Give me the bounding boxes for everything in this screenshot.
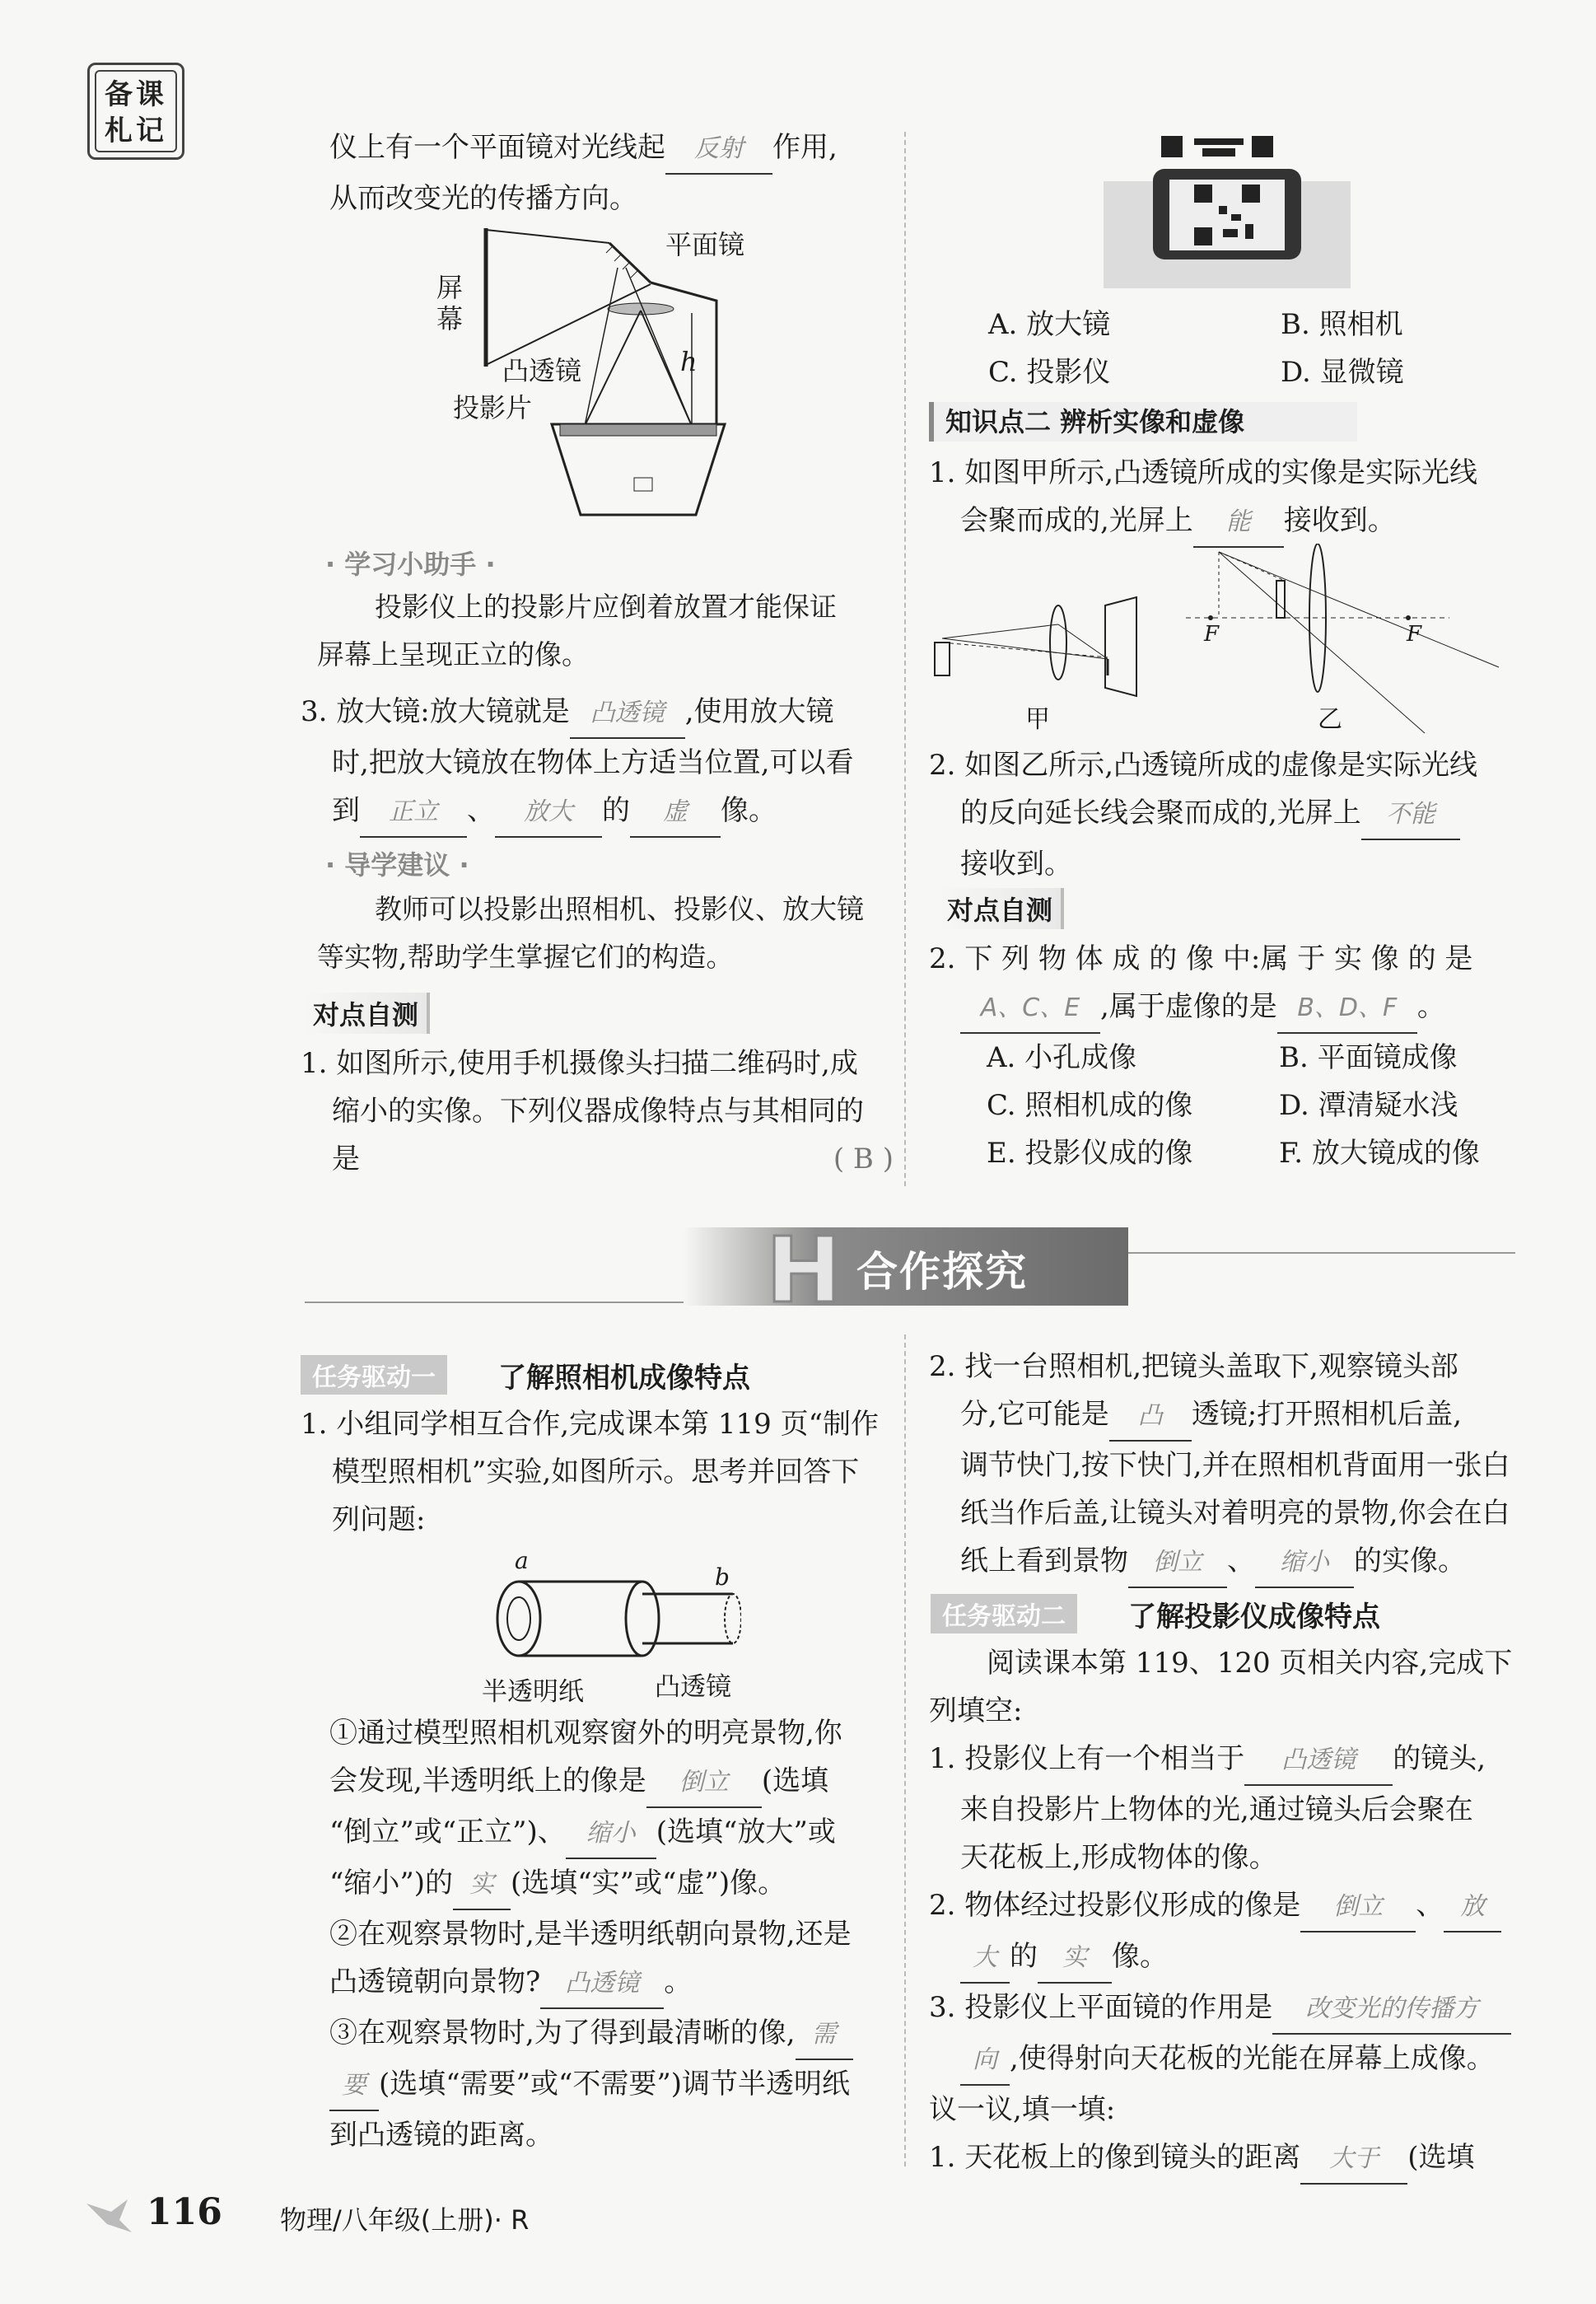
- focal-label-left: F: [1204, 622, 1220, 647]
- section-rule-right: [1128, 1252, 1515, 1254]
- answer-blank: 放: [1444, 1883, 1501, 1932]
- fig-label-a: a: [515, 1547, 529, 1574]
- helper-title: · 学习小助手 ·: [325, 549, 496, 580]
- answer-blank: 凸透镜: [570, 689, 685, 739]
- selfcheck-left-title: 对点自测: [305, 993, 430, 1034]
- answer-blank: 倒立: [1300, 1883, 1416, 1932]
- answer-blank: 虚: [630, 788, 721, 838]
- focal-label-right: F: [1407, 622, 1422, 647]
- selfcheck-right-q2: 2. 下 列 物 体 成 的 像 中:属 于 实 像 的 是 A、C、E ,属于虚像的是 B、D、F 。 A. 小孔成像 B. 平面镜成像 C. 照相机成的像 D. 潭清疑水浅 E. 投影仪成的像 F. 放大镜成的像: [929, 942, 1480, 1170]
- answer-blank: 凸: [1109, 1392, 1192, 1442]
- question-magnifier: 3. 放大镜:放大镜就是 凸透镜 ,使用放大镜 时,把放大镜放在物体上方适当位置,可以看 到 正立 、 放大 的 虚 像。: [301, 688, 902, 838]
- real-image-text: 1. 如图甲所示,凸透镜所成的实像是实际光线 会聚而成的,光屏上 能 接收到。: [929, 449, 1538, 548]
- projector-text: 仪上有一个平面镜对光线起 反射 作用, 从而改变光的传播方向。: [329, 124, 889, 222]
- figure-virtual-image: [1186, 544, 1515, 737]
- figure-label-jia: 甲: [1025, 705, 1050, 734]
- answer-blank: 需: [796, 2011, 853, 2060]
- answer-blank: 放大: [495, 788, 602, 838]
- answer-blank: 缩小: [566, 1810, 656, 1859]
- label-screen: 屏幕: [436, 272, 464, 334]
- page-number: 116: [147, 2191, 222, 2233]
- q1-options: A. 放大镜 B. 照相机 C. 投影仪 D. 显微镜: [988, 308, 1404, 389]
- task1-tag: 任务驱动一: [301, 1355, 447, 1395]
- side-note-tag: [87, 63, 184, 160]
- label-h: h: [680, 346, 698, 377]
- answer-blank: 向: [960, 2036, 1010, 2086]
- answer-blank: 缩小: [1255, 1539, 1354, 1588]
- task2-tag: 任务驱动二: [931, 1594, 1077, 1633]
- guide-text: 教师可以投影出照相机、投影仪、放大镜 等实物,帮助学生掌握它们的构造。: [317, 893, 864, 973]
- answer-blank: 大于: [1300, 2135, 1407, 2185]
- task1-title: 了解照相机成像特点: [498, 1362, 750, 1395]
- answer-blank: 凸透镜: [540, 1960, 664, 2009]
- answer-blank: 要: [329, 2062, 379, 2111]
- label-slide: 投影片: [453, 392, 533, 423]
- label-lens: 凸透镜: [502, 355, 582, 386]
- task1-intro: 1. 小组同学相互合作,完成课本第 119 页“制作 模型照相机”实验,如图所示。思考并回答下 列问题:: [301, 1408, 879, 1536]
- answer-blank: 正立: [360, 788, 467, 838]
- figure-label-yi: 乙: [1318, 705, 1342, 734]
- guide-title: · 导学建议 ·: [325, 849, 469, 881]
- column-divider-top: [904, 132, 906, 1186]
- fig-label-lens: 凸透镜: [655, 1672, 731, 1702]
- answer-blank: 倒立: [1128, 1539, 1227, 1588]
- answer-blank: 能: [1193, 498, 1284, 548]
- task1-subquestions: ①通过模型照相机观察窗外的明亮景物,你 会发现,半透明纸上的像是 倒立 (选填 “倒立”或“正立”)、 缩小 (选填“放大”或 “缩小”)的 实 (选填“实”或“虚”)像。 ②在观察景物时,是半透明纸朝向景物,还是 凸透镜朝向景物? 凸透镜 。 ③在观察景物时,为了得到最清晰的像, 需 要 (选填“需要”或“不需要”)调节半透明纸 到凸透镜的距离。: [329, 1717, 852, 2152]
- answer-choice: ( B ): [833, 1143, 894, 1175]
- page-corner-icon: [82, 2195, 140, 2236]
- banner-title: 合作探究: [856, 1248, 1028, 1296]
- task2-title: 了解投影仪成像特点: [1128, 1601, 1380, 1633]
- knowledge-point-2: 知识点二 辨析实像和虚像: [929, 402, 1357, 442]
- fig-label-paper: 半透明纸: [482, 1677, 584, 1707]
- answer-blank: 倒立: [646, 1759, 762, 1808]
- camera-lens-question: 2. 找一台照相机,把镜头盖取下,观察镜头部 分,它可能是 凸 透镜;打开照相机后盖, 调节快门,按下快门,并在照相机背面用一张白 纸当作后盖,让镜头对着明亮的景物,你会在白 纸上看到景物 倒立 、 缩小 的实像。: [929, 1343, 1538, 1588]
- answer-blank: A、C、E: [960, 984, 1100, 1034]
- label-mirror: 平面镜: [665, 229, 745, 260]
- fig-label-b: b: [715, 1563, 730, 1591]
- selfcheck-right-title: 对点自测: [939, 888, 1064, 929]
- answer-blank: 改变光的传播方: [1272, 1985, 1511, 2035]
- answer-blank: 实: [453, 1861, 511, 1910]
- answer-blank: 实: [1038, 1934, 1112, 1984]
- answer-blank: 不能: [1361, 791, 1460, 840]
- figure-real-image: [931, 593, 1145, 700]
- model-camera-figure: [494, 1565, 741, 1672]
- answer-blank: 反射: [665, 125, 772, 175]
- book-title: 物理/八年级(上册)· R: [280, 2204, 530, 2236]
- answer-blank: B、D、F: [1277, 984, 1417, 1034]
- helper-text: 投影仪上的投影片应倒着放置才能保证 屏幕上呈现正立的像。: [317, 591, 837, 671]
- virtual-image-text: 2. 如图乙所示,凸透镜所成的虚像是实际光线 的反向延长线会聚而成的,光屏上 不能 接收到。: [929, 749, 1478, 881]
- banner-letter: H: [766, 1217, 842, 1323]
- answer-blank: 凸透镜: [1244, 1736, 1393, 1786]
- section-banner: [684, 1217, 1128, 1323]
- qr-scan-photo: [1104, 132, 1351, 288]
- answer-blank: 大: [960, 1934, 1010, 1984]
- side-note-label: 备课札记: [95, 70, 177, 152]
- selfcheck-left-q1: 1. 如图所示,使用手机摄像头扫描二维码时,成 缩小的实像。下列仪器成像特点与其相同的 是 ( B ): [301, 1040, 902, 1183]
- projector-questions: 阅读课本第 119、120 页相关内容,完成下 列填空: 1. 投影仪上有一个相当于 凸透镜 的镜头, 来自投影片上物体的光,通过镜头后会聚在 天花板上,形成物体的像。 2. 物体经过投影仪形成的像是 倒立 、 放 大 的 实 像。 3. 投影仪上平面镜的作用是 改变光的传播方 向 ,使得射向天花板的光能在屏幕上成像。 议一议,填一填: 1. 天花板上的像到镜头的距离 大于 (选填: [929, 1639, 1538, 2185]
